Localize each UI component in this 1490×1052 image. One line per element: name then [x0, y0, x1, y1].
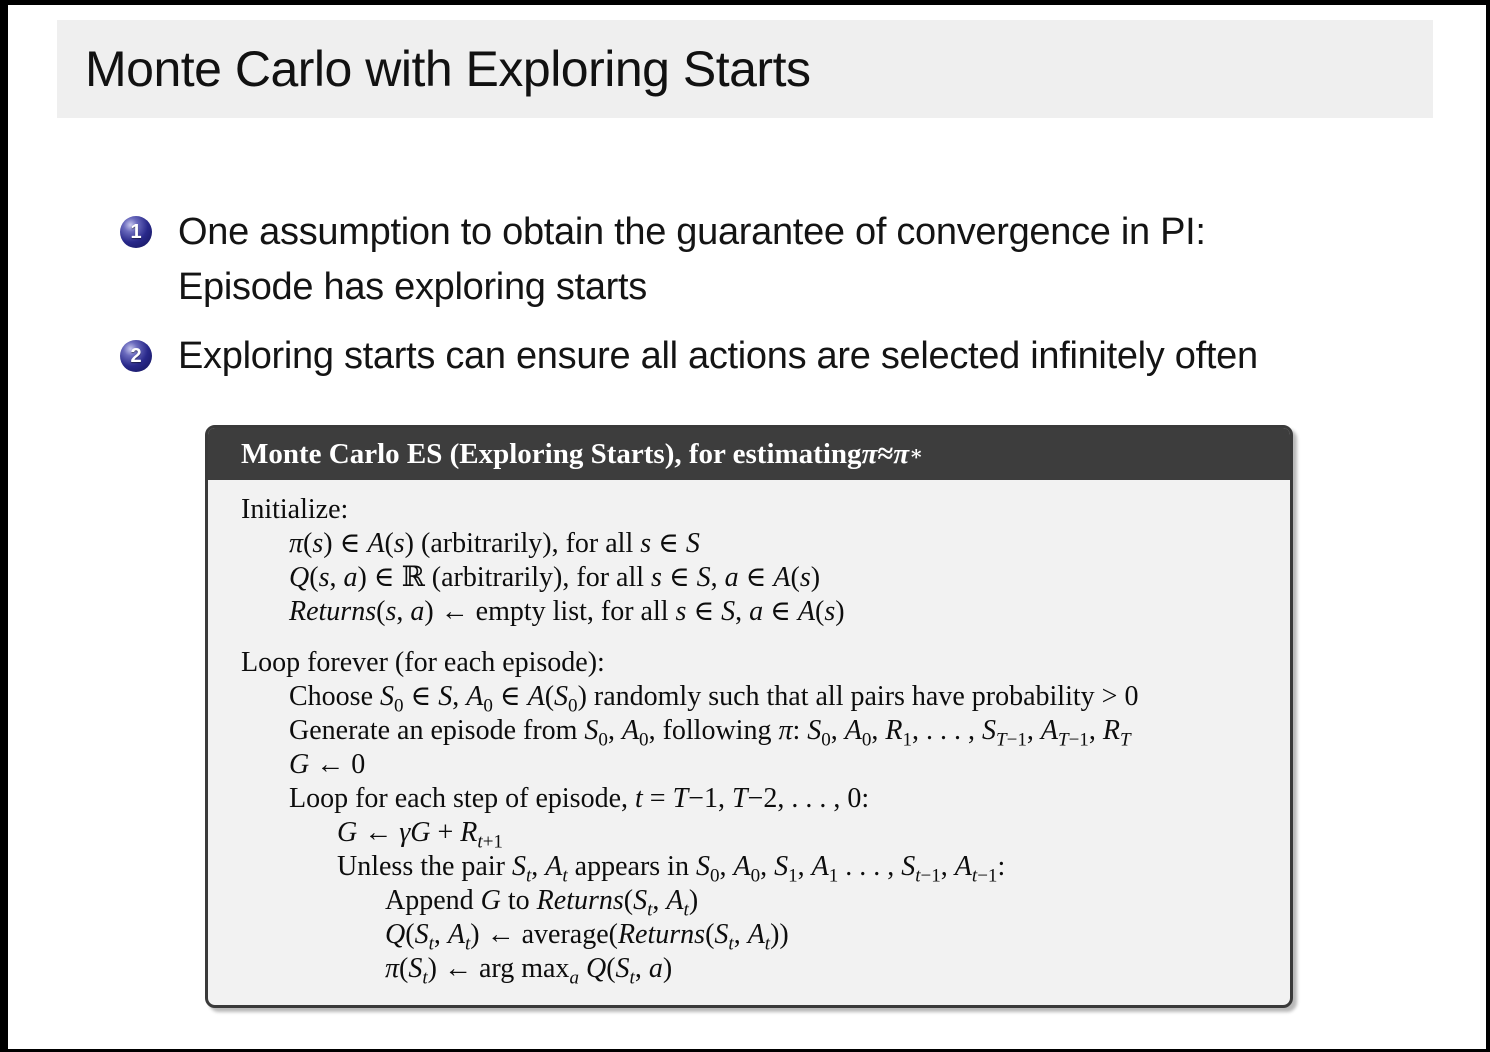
algorithm-title: Monte Carlo ES (Exploring Starts), for estimating π ≈ π ∗	[208, 428, 1290, 480]
bullet-1-line-2: Episode has exploring starts	[178, 266, 647, 308]
algorithm-line: Loop for each step of episode, t = T−1, T−2, . . . , 0:	[289, 783, 870, 814]
algorithm-line: Generate an episode from $S_0$, $A_0$, following π: $S_0$, $A_0$, $R_1$, . . . , $S_{T-1}$, $A_{T-1}$, $R_T$	[289, 715, 1131, 751]
algorithm-line: Q(s, a) ∈ ℝ (arbitrarily), for all s ∈ S, a ∈ A(s)	[289, 562, 821, 593]
bullet-number-badge-2: 2	[120, 340, 152, 372]
algorithm-body	[208, 480, 1290, 989]
bullet-1-line-1: One assumption to obtain the guarantee of convergence in PI:	[178, 211, 1206, 253]
bullet-item-1	[120, 205, 1420, 315]
algorithm-line: $Q(S_t$, $A_t$) ← $average(Returns(S_t$, $A_t$))	[385, 919, 789, 955]
algorithm-line: Choose $S_0$ ∈ S, $A_0$ ∈ $A(S_0)$ randomly such that all pairs have probability > 0	[289, 681, 1139, 717]
algorithm-line: Initialize:	[241, 494, 349, 525]
algorithm-line: Loop forever (for each episode):	[241, 647, 605, 678]
algorithm-line: G ← 0	[289, 749, 366, 780]
bullet-number-badge-1: 1	[120, 216, 152, 248]
algorithm-line: Append G to $Returns(S_t$, $A_t$)	[385, 885, 699, 921]
algorithm-line: G ← $\gamma G + R_{t+1}$	[337, 817, 503, 853]
algorithm-line: Returns(s, a) ← empty list, for all s ∈ S, a ∈ A(s)	[289, 596, 845, 627]
slide-title-bar	[57, 20, 1433, 118]
bullet-text-2	[178, 329, 1258, 384]
algorithm-line: $\pi(S_t)$ ← arg $\max_a Q(S_t$, a)	[385, 953, 673, 989]
bullet-2-line-1: Exploring starts can ensure all actions are selected infinitely often	[178, 335, 1258, 377]
page-title: Monte Carlo with Exploring Starts	[85, 41, 811, 97]
bullet-text-1	[178, 205, 1206, 315]
bullet-list	[120, 205, 1420, 384]
algorithm-box	[205, 425, 1293, 1008]
bullet-item-2	[120, 329, 1420, 384]
algorithm-line: π(s) ∈ A(s) (arbitrarily), for all s ∈ S	[289, 528, 700, 559]
algorithm-line: Unless the pair $S_t$, $A_t$ appears in $S_0$, $A_0$, $S_1$, $A_1$ . . . , $S_{t-1}$, $A_{t-1}$:	[337, 851, 1006, 887]
